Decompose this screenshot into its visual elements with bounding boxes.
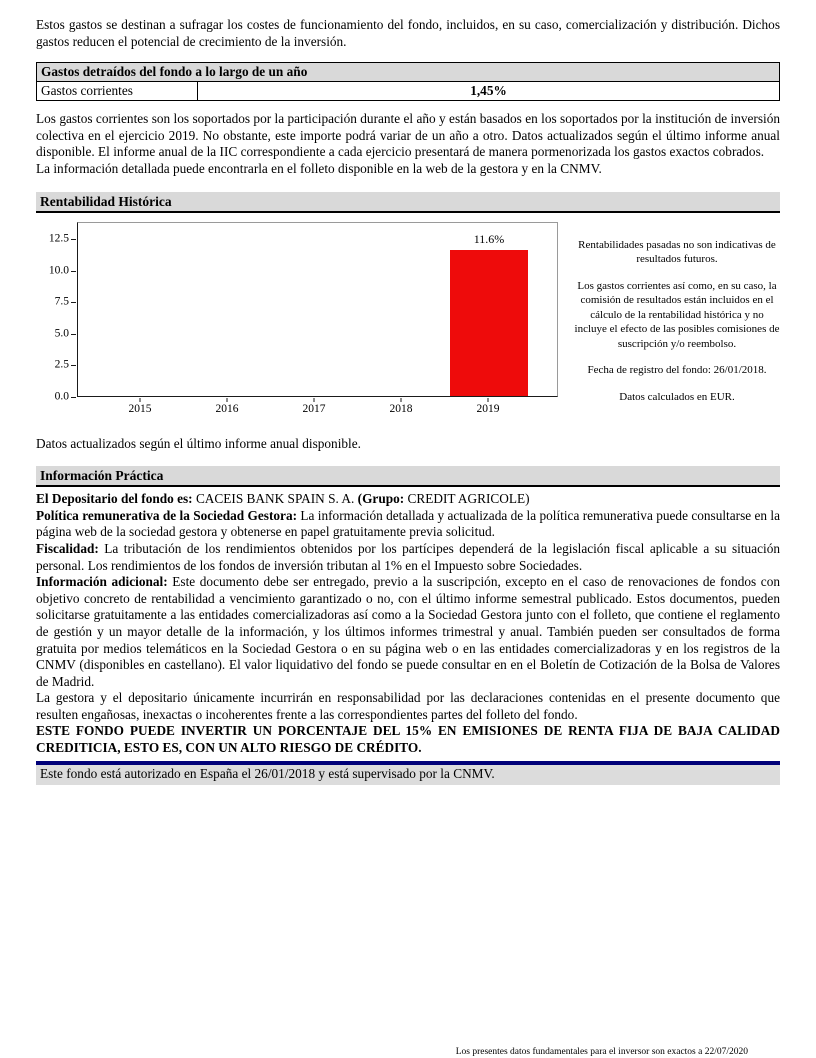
x-tick-mark: [227, 398, 228, 402]
remuneration-text: La información detallada y actualizada de la política remunerativa puede consultarse en la página web de la sociedad gestora y obtenerse en papel gratuitamente previa solicitud.: [36, 507, 781, 540]
y-tick-label: 7.5: [54, 295, 69, 308]
y-tick-mark: [71, 271, 76, 272]
document-page: [36, 0, 780, 785]
table-row: [37, 82, 780, 101]
y-tick-label: 2.5: [54, 358, 69, 371]
side-note-past-performance: Rentabilidades pasadas no son indicativas de resultados futuros.: [578, 238, 776, 266]
bar-2019: [450, 250, 528, 396]
x-tick-label: 2017: [302, 402, 326, 415]
costs-table-header: Gastos detraídos del fondo a lo largo de un año: [37, 63, 780, 82]
y-tick-label: 0.0: [54, 390, 69, 403]
x-tick-mark: [488, 398, 489, 402]
x-tick-label: 2016: [215, 402, 239, 415]
section-header-rentabilidad: Rentabilidad Histórica: [36, 192, 780, 213]
costs-table: [36, 62, 780, 101]
y-tick-mark: [71, 334, 76, 335]
y-tick-label: 10.0: [48, 264, 69, 277]
tax-text: La tributación de los rendimientos obtenidos por los partícipes dependerá de la legislación fiscal aplicable a su situación personal. Los rendimientos de los fondos de inversión tributan al 1% en el Impuesto sobre Sociedades.: [36, 540, 780, 573]
liability-paragraph: La gestora y el depositario únicamente incurrirán en responsabilidad por las declaraciones contenidas en el presente documento que resulten engañosas, inexactas o incoherentes frente a las correspondientes partes del folleto del fondo.: [36, 690, 780, 722]
side-note-currency: Datos calculados en EUR.: [619, 390, 735, 403]
y-tick-mark: [71, 365, 76, 366]
tax-label: Fiscalidad:: [36, 540, 105, 556]
y-tick-mark: [71, 397, 76, 398]
tax-paragraph: [36, 541, 780, 574]
performance-chart: [36, 222, 564, 422]
practical-info-body: [36, 491, 780, 757]
x-tick-label: 2019: [476, 402, 500, 415]
x-tick-mark: [401, 398, 402, 402]
depositary-value: CACEIS BANK SPAIN S. A.: [195, 491, 358, 507]
chart-plot-area: [77, 222, 558, 397]
y-tick-label: 5.0: [54, 327, 69, 340]
depositary-group-label: (Grupo:: [357, 491, 408, 507]
x-tick-mark: [314, 398, 315, 402]
performance-region: [36, 222, 780, 422]
x-tick-label: 2015: [128, 402, 152, 415]
x-tick-label: 2018: [389, 402, 413, 415]
side-note-costs-included: Los gastos corrientes así como, en su caso, la comisión de resultados están incluidos en el cálculo de la rentabilidad histórica y no incluye el efecto de las posibles comisiones de suscripción y/o reembolso.: [574, 279, 780, 350]
depositary-group-value: CREDIT AGRICOLE): [407, 491, 530, 507]
costs-row-label: Gastos corrientes: [37, 82, 198, 101]
additional-info-paragraph: [36, 574, 780, 690]
y-tick-mark: [71, 239, 76, 240]
depositary-line: [36, 491, 780, 508]
costs-note-paragraph: Los gastos corrientes son los soportados por la participación durante el año y están basados en los soportados por la institución de inversión colectiva en el ejercicio 2019. No obstante, este importe podrá variar de un año a otro. Datos actualizados según el último informe anual disponible. El informe anual de la IIC correspondiente a cada ejercicio presentará de manera pormenorizada los gastos exactos cobrados.: [36, 111, 780, 160]
costs-row-value: 1,45%: [198, 82, 780, 101]
costs-note-paragraph-2: La información detallada puede encontrarla en el folleto disponible en la web de la gestora y en la CNMV.: [36, 160, 602, 176]
authorization-statement: Este fondo está autorizado en España el 26/01/2018 y está supervisado por la CNMV.: [36, 765, 780, 785]
section-header-informacion-practica: Información Práctica: [36, 466, 780, 487]
y-tick-mark: [71, 302, 76, 303]
intro-paragraph: Estos gastos se destinan a sufragar los costes de funcionamiento del fondo, incluidos, en su caso, comercialización y distribución. Dichos gastos reducen el potencial de crecimiento de la inversión.: [36, 17, 780, 49]
x-tick-mark: [140, 398, 141, 402]
document-footer-date: Los presentes datos fundamentales para el inversor son exactos a 22/07/2020: [455, 1047, 748, 1057]
bar-value-label: 11.6%: [473, 231, 505, 246]
additional-info-label: Información adicional:: [36, 574, 173, 590]
y-tick-label: 12.5: [48, 232, 69, 245]
chart-side-notes: [564, 222, 780, 422]
credit-risk-warning: ESTE FONDO PUEDE INVERTIR UN PORCENTAJE DEL 15% EN EMISIONES DE RENTA FIJA DE BAJA CALIDAD CREDITICIA, ESTO ES, CON UN ALTO RIESGO DE CRÉDITO.: [36, 723, 780, 756]
side-note-registration-date: Fecha de registro del fondo: 26/01/2018.: [587, 364, 767, 377]
performance-footnote: Datos actualizados según el último informe anual disponible.: [36, 435, 361, 451]
additional-info-text: Este documento debe ser entregado, previo a la suscripción, excepto en el caso de renovaciones de fondos con objetivo concreto de rentabilidad a vencimiento garantizado o no, con el último informe semestral publicado. Estos documentos, pueden solicitarse gratuitamente a las entidades comercializadoras así como a la Sociedad Gestora junto con el folleto, que contiene el reglamento de gestión y un mayor detalle de la información, y los últimos informes trimestral y anual. También pueden ser consultados de forma gratuita por medios telemáticos en la Sociedad Gestora o en su página web o en las entidades comercializadoras y en los registros de la CNMV (disponibles en castellano). El valor liquidativo del fondo se puede consultar en en el Boletín de Cotización de la Bolsa de Valores de Madrid.: [36, 574, 781, 689]
remuneration-label: Política remunerativa de la Sociedad Gestora:: [36, 507, 301, 523]
depositary-label: El Depositario del fondo es:: [36, 491, 196, 507]
costs-table-header-row: [37, 63, 780, 82]
remuneration-paragraph: [36, 508, 780, 541]
